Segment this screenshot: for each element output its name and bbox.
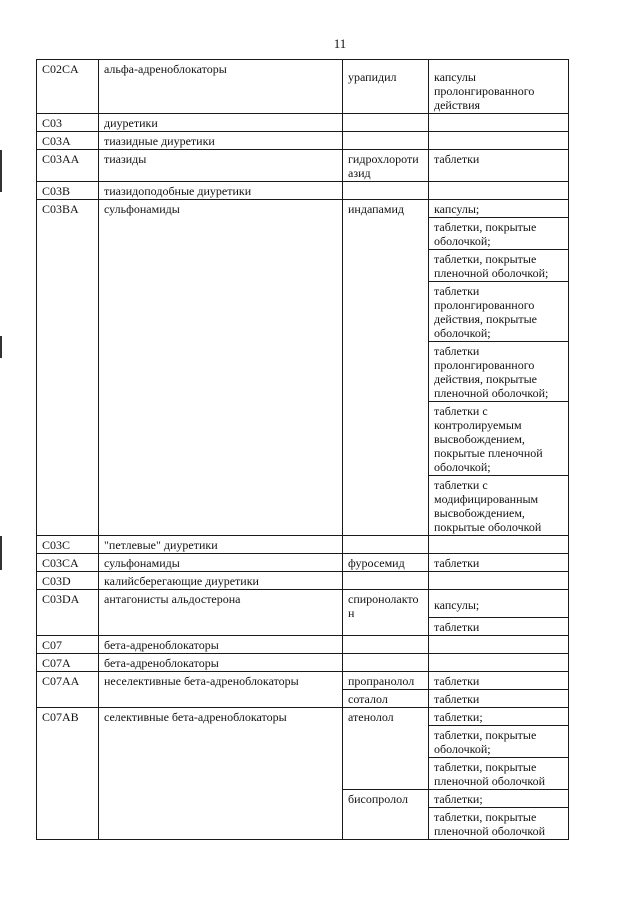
dosage-form: таблетки; bbox=[429, 708, 569, 726]
dosage-form: таблетки с контролируемым высвобождением, покрытые пленочной оболочкой; bbox=[429, 402, 569, 476]
dosage-form: таблетки bbox=[429, 672, 569, 690]
dosage-form: таблетки с модифицированным высвобождением, покрытые оболочкой bbox=[429, 476, 569, 536]
drug-name bbox=[343, 636, 429, 654]
group-name: тиазидоподобные диуретики bbox=[99, 182, 343, 200]
drug-name bbox=[343, 182, 429, 200]
dosage-form bbox=[429, 536, 569, 554]
drug-name: пропранолол bbox=[343, 672, 429, 690]
margin-mark bbox=[0, 536, 2, 570]
table-row bbox=[37, 132, 569, 150]
drug-name: урапидил bbox=[343, 60, 429, 114]
margin-mark bbox=[0, 150, 2, 192]
table-row bbox=[37, 590, 569, 618]
atc-code: C03CA bbox=[37, 554, 99, 572]
dosage-form bbox=[429, 182, 569, 200]
table-row bbox=[37, 572, 569, 590]
table-row bbox=[37, 636, 569, 654]
group-name: тиазидные диуретики bbox=[99, 132, 343, 150]
atc-code: C02CA bbox=[37, 60, 99, 114]
dosage-form bbox=[429, 654, 569, 672]
table-row bbox=[37, 182, 569, 200]
atc-code: C03AA bbox=[37, 150, 99, 182]
table-row bbox=[37, 672, 569, 690]
drug-name: атенолол bbox=[343, 708, 429, 790]
drug-name: спиронолакто н bbox=[343, 590, 429, 636]
table-row bbox=[37, 200, 569, 218]
dosage-form bbox=[429, 132, 569, 150]
group-name: сульфонамиды bbox=[99, 554, 343, 572]
group-name: диуретики bbox=[99, 114, 343, 132]
dosage-form: таблетки bbox=[429, 150, 569, 182]
dosage-form: таблетки, покрытые пленочной оболочкой bbox=[429, 808, 569, 840]
dosage-form: таблетки; bbox=[429, 790, 569, 808]
dosage-form: капсулы; bbox=[429, 590, 569, 618]
group-name: калийсберегающие диуретики bbox=[99, 572, 343, 590]
group-name: бета-адреноблокаторы bbox=[99, 654, 343, 672]
atc-code: C07AB bbox=[37, 708, 99, 840]
drug-name bbox=[343, 572, 429, 590]
drug-name bbox=[343, 654, 429, 672]
dosage-form: таблетки bbox=[429, 554, 569, 572]
dosage-form: капсулы пролонгированного действия bbox=[429, 60, 569, 114]
table-row bbox=[37, 114, 569, 132]
group-name: сульфонамиды bbox=[99, 200, 343, 536]
drug-name bbox=[343, 132, 429, 150]
drug-name bbox=[343, 114, 429, 132]
group-name: неселективные бета-адреноблокаторы bbox=[99, 672, 343, 708]
table-row bbox=[37, 654, 569, 672]
dosage-form: таблетки пролонгированного действия, покрытые пленочной оболочкой; bbox=[429, 342, 569, 402]
atc-code: C03 bbox=[37, 114, 99, 132]
drug-table bbox=[36, 59, 569, 840]
atc-code: C07A bbox=[37, 654, 99, 672]
group-name: тиазиды bbox=[99, 150, 343, 182]
dosage-form: капсулы; bbox=[429, 200, 569, 218]
drug-name: гидрохлороти азид bbox=[343, 150, 429, 182]
group-name: бета-адреноблокаторы bbox=[99, 636, 343, 654]
atc-code: C07AA bbox=[37, 672, 99, 708]
dosage-form: таблетки, покрытые оболочкой; bbox=[429, 218, 569, 250]
drug-name bbox=[343, 536, 429, 554]
table-row bbox=[37, 536, 569, 554]
dosage-form bbox=[429, 636, 569, 654]
drug-name: фуросемид bbox=[343, 554, 429, 572]
atc-code: C03B bbox=[37, 182, 99, 200]
dosage-form: таблетки bbox=[429, 690, 569, 708]
group-name: "петлевые" диуретики bbox=[99, 536, 343, 554]
dosage-form: таблетки bbox=[429, 618, 569, 636]
drug-name: соталол bbox=[343, 690, 429, 708]
drug-name: индапамид bbox=[343, 200, 429, 536]
group-name: селективные бета-адреноблокаторы bbox=[99, 708, 343, 840]
dosage-form bbox=[429, 114, 569, 132]
table-row bbox=[37, 554, 569, 572]
page-number: 11 bbox=[333, 36, 347, 51]
atc-code: C03DA bbox=[37, 590, 99, 636]
table-row bbox=[37, 60, 569, 114]
atc-code: C07 bbox=[37, 636, 99, 654]
dosage-form: таблетки, покрытые пленочной оболочкой bbox=[429, 758, 569, 790]
dosage-form bbox=[429, 572, 569, 590]
atc-code: C03C bbox=[37, 536, 99, 554]
table-row bbox=[37, 708, 569, 726]
drug-name: бисопролол bbox=[343, 790, 429, 840]
margin-mark bbox=[0, 336, 2, 358]
group-name: альфа-адреноблокаторы bbox=[99, 60, 343, 114]
dosage-form: таблетки, покрытые пленочной оболочкой; bbox=[429, 250, 569, 282]
atc-code: C03D bbox=[37, 572, 99, 590]
group-name: антагонисты альдостерона bbox=[99, 590, 343, 636]
dosage-form: таблетки пролонгированного действия, покрытые оболочкой; bbox=[429, 282, 569, 342]
dosage-form: таблетки, покрытые оболочкой; bbox=[429, 726, 569, 758]
atc-code: C03BA bbox=[37, 200, 99, 536]
table-row bbox=[37, 150, 569, 182]
atc-code: C03A bbox=[37, 132, 99, 150]
